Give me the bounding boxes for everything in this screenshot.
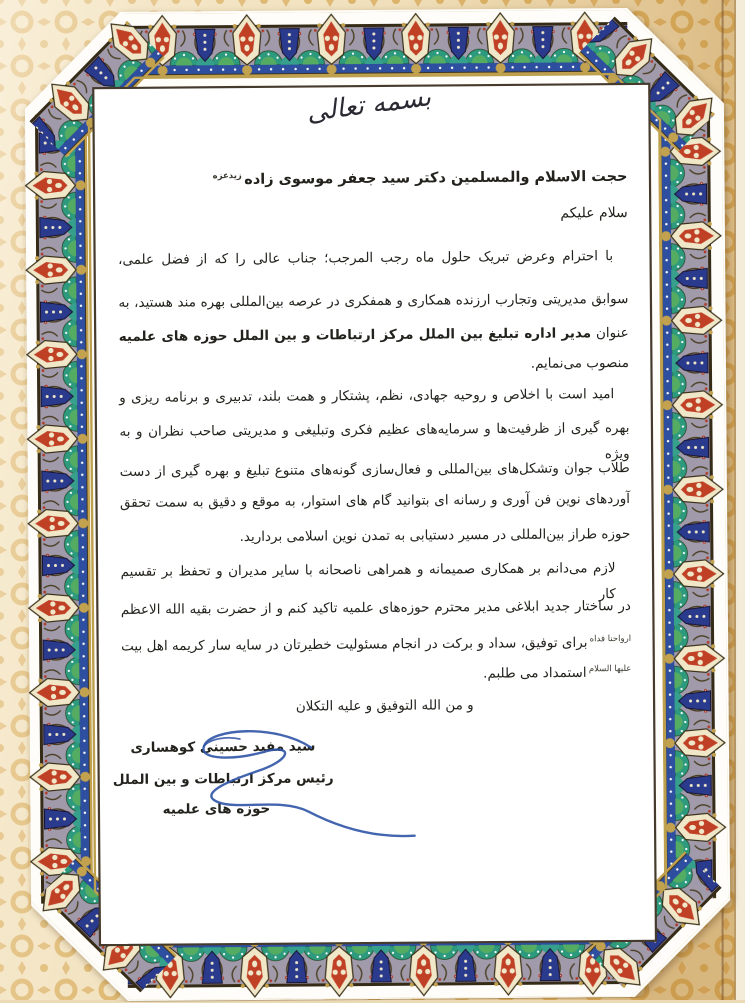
bismillah-calligraphy: بسمه تعالی	[304, 82, 433, 129]
paragraph1-line2: سوابق مدیریتی وتجارب ارزنده همکاری و همفکری در عرصه بین‌المللی بهره مند هستید، به	[118, 290, 629, 311]
signature-org-line2: حوزه های علمیه	[162, 800, 271, 818]
paragraph1-line3	[119, 320, 629, 354]
appointment-title-bold: مدیر اداره تبلیغ بین الملل مرکز ارتباطات و بین الملل حوزه های علمیه	[118, 325, 592, 345]
paragraph3-line3-text: برای توفیق، سداد و برکت در انجام مسئولیت خطیرتان در سایه سار کریمه اهل بیت	[121, 634, 588, 655]
paragraph3-line2: در ساختار جدید ابلاغی مدیر محترم حوزه‌های علمیه تاکید کنم و از حضرت بقیه الله الاعظم	[120, 597, 631, 618]
signature-name: سید مفید حسینی کوهساری	[130, 738, 316, 756]
arwahona-fedah-superscript: ارواحنا فداه	[589, 633, 632, 645]
salutation: سلام علیکم	[560, 204, 628, 222]
closing-benediction: و من الله التوفیق و علیه التکلان	[295, 697, 474, 715]
alayha-salam-superscript: علیها السلام	[588, 663, 632, 675]
appointment-line-prefix: عنوان	[591, 324, 629, 342]
letter-body	[101, 82, 648, 954]
paragraph2-line4: آوردهای نوین فن آوری و رسانه ای بتوانید گام های استوار، به موقع و دقیق به سمت تحقق	[119, 490, 631, 511]
addressee-line	[117, 168, 627, 189]
paragraph3-line4-text: استمداد می طلبم.	[483, 664, 587, 682]
paragraph3-line1: لازم می‌دانم بر همکاری صمیمانه و همراهی ناصحانه با سایر مدیران و تحفظ بر تقسیم کار	[120, 560, 616, 603]
paragraph1-line4: منصوب می‌نمایم.	[530, 354, 629, 372]
paragraph3-line3	[121, 626, 631, 660]
signature-org-line1: رئیس مرکز ارتباطات و بین الملل	[112, 770, 334, 789]
paragraph1-line1: با احترام وعرض تبریک حلول ماه رجب المرجب؛ جناب عالی را که از فضل علمی،	[118, 248, 614, 268]
paragraph2-line1: امید است با اخلاص و روحیه جهادی، نظم، پشتکار و همت بلند، تدبیری و برنامه ریزی و	[119, 386, 615, 406]
paragraph2-line2: بهره گیری از ظرفیت‌ها و سرمایه‌های عظیم فکری وتبلیغی و مدیریتی صاحب نظران و به ویژه	[119, 419, 630, 463]
honorific-superscript: زیدعزه	[212, 171, 242, 182]
addressee-name: حجت الاسلام والمسلمین دکتر سید جعفر موسوی زاده	[244, 168, 628, 188]
paragraph3-line4	[121, 656, 631, 690]
paragraph2-line3: طلاب جوان وتشکل‌های بین‌المللی و فعال‌سازی گونه‌های متنوع تبلیغ و بهره گیری از دست	[119, 459, 630, 480]
paragraph2-line5: حوزه طراز بین‌المللی در مسیر دستیابی به تمدن نوین اسلامی بردارید.	[239, 525, 631, 546]
signature-scribble	[106, 707, 437, 880]
